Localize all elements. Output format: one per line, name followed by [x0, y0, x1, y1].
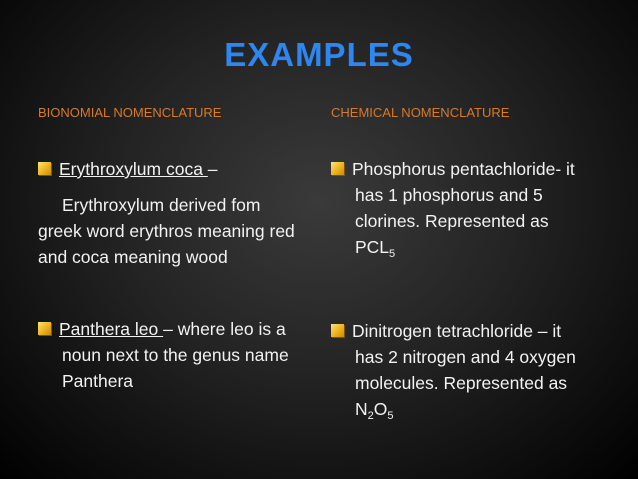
right-column-header: CHEMICAL NOMENCLATURE — [331, 105, 510, 120]
description-line: clorines. Represented as — [355, 211, 549, 231]
bullet-box-icon — [38, 162, 51, 175]
dash: – — [207, 159, 218, 179]
description-line: and coca meaning wood — [38, 247, 228, 267]
description-line: noun next to the genus name — [62, 345, 289, 365]
formula-subscript: 5 — [387, 410, 394, 422]
description-line: Panthera — [62, 371, 134, 391]
slide-title: EXAMPLES — [224, 36, 414, 73]
description-line: molecules. Represented as — [355, 373, 568, 393]
formula-text: PCL — [355, 237, 390, 257]
bionomial-example-1 — [38, 156, 318, 270]
bionomial-example-2 — [38, 316, 318, 394]
chemical-formula — [331, 396, 621, 422]
bullet-box-icon — [38, 322, 51, 335]
description-line: Erythroxylum derived fom — [62, 195, 261, 215]
left-column-header: BIONOMIAL NOMENCLATURE — [38, 105, 222, 120]
description-line: greek word erythros meaning red — [38, 221, 295, 241]
description-line: has 2 nitrogen and 4 oxygen — [355, 347, 576, 367]
species-name: Erythroxylum coca — [59, 159, 208, 179]
bullet-box-icon — [331, 162, 344, 175]
chemical-example-2 — [331, 318, 621, 422]
description-line: Phosphorus pentachloride- it — [352, 159, 575, 179]
chemical-formula — [331, 234, 621, 260]
formula-subscript: 2 — [367, 410, 374, 422]
formula-text: O — [373, 399, 388, 419]
description-line: – where leo is a — [163, 319, 286, 339]
bullet-box-icon — [331, 324, 344, 337]
description-line: Dinitrogen tetrachloride – it — [352, 321, 562, 341]
species-name: Panthera leo — [59, 319, 164, 339]
formula-text: N — [355, 399, 368, 419]
chemical-example-1 — [331, 156, 621, 260]
formula-subscript: 5 — [389, 248, 396, 260]
description-line: has 1 phosphorus and 5 — [355, 185, 543, 205]
